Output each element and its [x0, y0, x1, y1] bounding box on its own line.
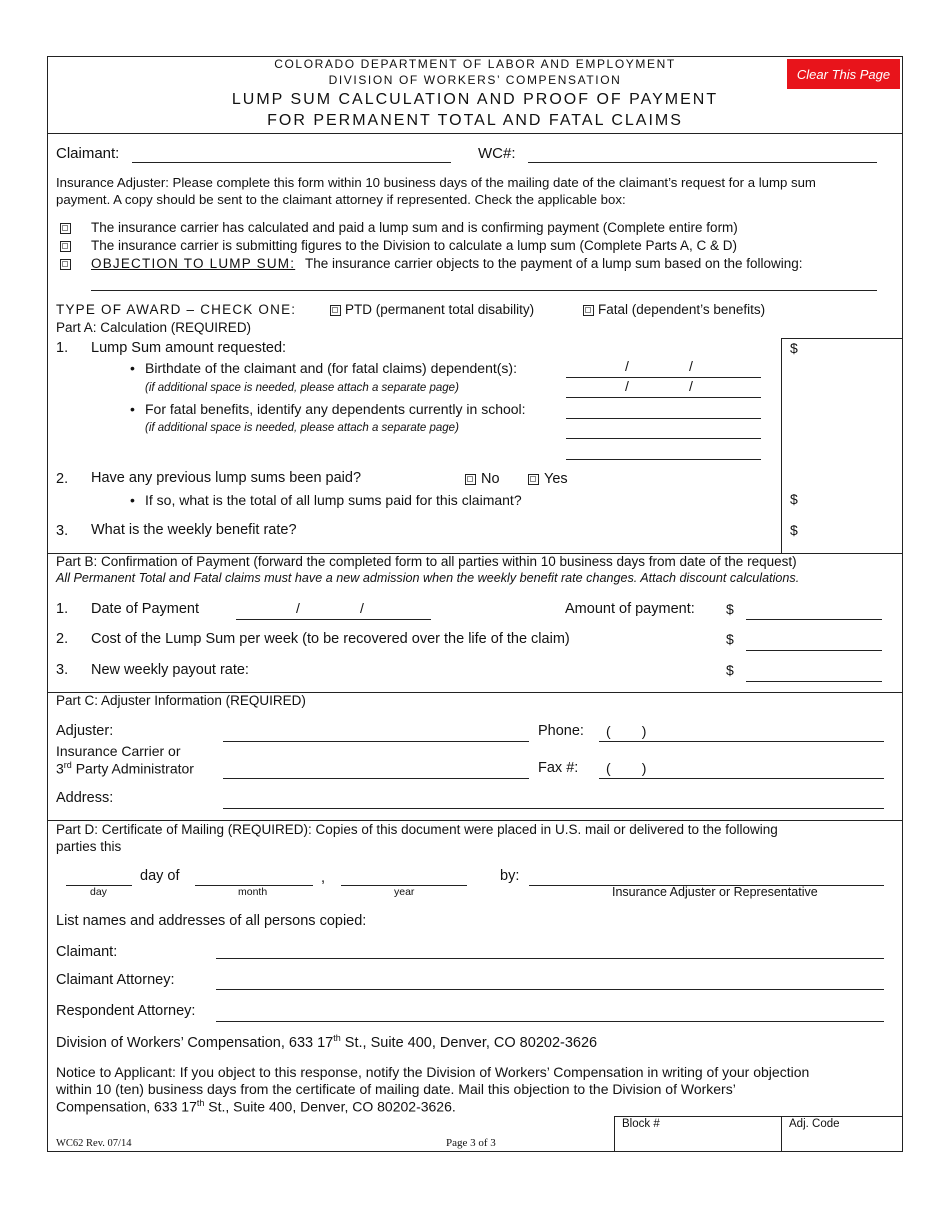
part-a-title: Part A: Calculation (REQUIRED) — [56, 320, 252, 335]
phone-area-code: ( ) — [606, 723, 647, 739]
respondent-attorney-field[interactable] — [216, 1021, 884, 1022]
dependents-note: (if additional space is needed, please attach a separate page) — [145, 422, 459, 434]
bullet-birthdate: • — [130, 360, 135, 376]
part-d-title-line2: parties this — [56, 839, 122, 854]
representative-caption: Insurance Adjuster or Representative — [612, 885, 818, 899]
cost-per-week-field[interactable] — [746, 650, 882, 651]
part-d-title-line1: Part D: Certificate of Mailing (REQUIRED): Copies of this document were placed in U.S. mail or delivered to the following — [56, 822, 778, 837]
phone-label: Phone: — [538, 723, 584, 739]
by-label: by: — [500, 868, 520, 884]
birthdate-note: (if additional space is needed, please attach a separate page) — [145, 382, 459, 394]
fatal-label: Fatal (dependent’s benefits) — [598, 302, 766, 317]
office-box-top — [614, 1116, 903, 1117]
dependents-label: For fatal benefits, identify any dependents currently in school: — [145, 401, 526, 417]
option1-label: The insurance carrier has calculated and paid a lump sum and is confirming payment (Complete entire form) — [91, 220, 738, 235]
amount-of-payment-field[interactable] — [746, 619, 882, 620]
bullet-dependents: • — [130, 401, 135, 417]
ptd-label: PTD (permanent total disability) — [345, 302, 535, 317]
award-type-label: TYPE OF AWARD – CHECK ONE: — [56, 302, 297, 317]
part-c-title: Part C: Adjuster Information (REQUIRED) — [56, 693, 306, 708]
copied-list-label: List names and addresses of all persons copied: — [56, 913, 367, 929]
fax-field[interactable] — [599, 778, 884, 779]
amount-of-payment-label: Amount of payment: — [565, 601, 695, 617]
new-weekly-rate-field[interactable] — [746, 681, 882, 682]
cost-per-week-dollar: $ — [726, 631, 734, 647]
cost-per-week-label: Cost of the Lump Sum per week (to be recovered over the life of the claim) — [91, 631, 570, 647]
part-b-item2-num: 2. — [56, 631, 69, 647]
adjuster-label: Adjuster: — [56, 723, 114, 739]
part-b-title: Part B: Confirmation of Payment (forward the completed form to all parties within 10 business days from date of the request) — [56, 554, 797, 569]
dependents-field-2[interactable] — [566, 438, 761, 439]
part-b-item3-num: 3. — [56, 662, 69, 678]
page-number: Page 3 of 3 — [446, 1137, 496, 1149]
notice-line2: within 10 (ten) business days from the certificate of mailing date. Mail this objection to the Division of Workers’ — [56, 1081, 736, 1097]
part-a-amount-box-top — [781, 338, 903, 339]
carrier-label-line1: Insurance Carrier or — [56, 743, 181, 759]
weekly-rate-dollar: $ — [790, 522, 798, 538]
previous-lump-no-label: No — [481, 471, 500, 487]
claimant-label: Claimant: — [56, 145, 120, 162]
date-of-payment-label: Date of Payment — [91, 601, 199, 617]
previous-total-dollar: $ — [790, 491, 798, 507]
date-of-payment-field[interactable] — [236, 619, 431, 620]
birthdate1-slash2: / — [689, 358, 693, 374]
form-id: WC62 Rev. 07/14 — [56, 1138, 132, 1149]
day-of-label: day of — [140, 868, 180, 884]
carrier-field[interactable] — [223, 778, 529, 779]
phone-field[interactable] — [599, 741, 884, 742]
part-a-item2-label: Have any previous lump sums been paid? — [91, 470, 362, 486]
previous-lump-yes-checkbox[interactable] — [528, 474, 539, 485]
part-a-amount-box-left — [781, 338, 782, 553]
option3-label: The insurance carrier objects to the payment of a lump sum based on the following: — [305, 256, 803, 271]
wc-number-field[interactable] — [528, 162, 877, 163]
division-name: DIVISION OF WORKERS’ COMPENSATION — [328, 73, 622, 87]
address-label: Address: — [56, 790, 114, 806]
address-field[interactable] — [223, 808, 884, 809]
instructions-line1: Insurance Adjuster: Please complete this form within 10 business days of the mailing date of the claimant’s request for a lump sum — [56, 175, 816, 190]
option3-title: OBJECTION TO LUMP SUM: — [91, 256, 296, 271]
birthdate-field-1[interactable] — [566, 377, 761, 378]
month-caption: month — [238, 886, 268, 898]
instructions-line2: payment. A copy should be sent to the claimant attorney if represented. Check the applicable box: — [56, 192, 626, 207]
day-caption: day — [90, 886, 107, 898]
option3-checkbox[interactable] — [60, 259, 71, 270]
part-a-item3-label: What is the weekly benefit rate? — [91, 522, 297, 538]
office-box-mid — [781, 1116, 782, 1152]
respondent-attorney-label: Respondent Attorney: — [56, 1003, 196, 1019]
copied-claimant-field[interactable] — [216, 958, 884, 959]
notice-line1: Notice to Applicant: If you object to this response, notify the Division of Workers’ Compensation in writing of your objection — [56, 1064, 810, 1080]
division-address: Division of Workers’ Compensation, 633 17th St., Suite 400, Denver, CO 80202-3626 — [56, 1033, 598, 1051]
option2-checkbox[interactable] — [60, 241, 71, 252]
date-comma: , — [321, 870, 326, 886]
bullet-previous-total: • — [130, 492, 135, 508]
birthdate1-slash1: / — [625, 358, 629, 374]
part-a-item1-num: 1. — [56, 340, 69, 356]
claimant-field[interactable] — [132, 162, 451, 163]
adjuster-field[interactable] — [223, 741, 529, 742]
block-number-label: Block # — [622, 1118, 660, 1130]
previous-lump-no-checkbox[interactable] — [465, 474, 476, 485]
previous-total-label: If so, what is the total of all lump sums paid for this claimant? — [145, 492, 522, 508]
carrier-label-line2: 3rd Party Administrator — [56, 760, 194, 777]
form-title-line1: LUMP SUM CALCULATION AND PROOF OF PAYMENT — [231, 91, 719, 108]
fax-label: Fax #: — [538, 760, 579, 776]
dependents-field-1[interactable] — [566, 418, 761, 419]
year-caption: year — [394, 886, 415, 898]
ptd-checkbox[interactable] — [330, 305, 341, 316]
new-weekly-rate-label: New weekly payout rate: — [91, 662, 249, 678]
part-b-item1-num: 1. — [56, 601, 69, 617]
claimant-attorney-field[interactable] — [216, 989, 884, 990]
form-title-line2: FOR PERMANENT TOTAL AND FATAL CLAIMS — [267, 112, 683, 129]
birthdate-field-2[interactable] — [566, 397, 761, 398]
payment-date-slash2: / — [360, 600, 364, 616]
clear-page-button[interactable]: Clear This Page — [787, 59, 900, 89]
fax-area-code: ( ) — [606, 760, 647, 776]
part-a-item2-num: 2. — [56, 471, 69, 487]
birthdate2-slash1: / — [625, 378, 629, 394]
payment-date-slash1: / — [296, 600, 300, 616]
amount-of-payment-dollar: $ — [726, 601, 734, 617]
new-weekly-rate-dollar: $ — [726, 662, 734, 678]
claimant-attorney-label: Claimant Attorney: — [56, 972, 175, 988]
part-b-note: All Permanent Total and Fatal claims must have a new admission when the weekly benefit rate changes. Attach discount calculations. — [56, 571, 800, 585]
option1-checkbox[interactable] — [60, 223, 71, 234]
option2-label: The insurance carrier is submitting figures to the Division to calculate a lump sum (Complete Parts A, C & D) — [91, 238, 738, 253]
dependents-field-3[interactable] — [566, 459, 761, 460]
dept-name: COLORADO DEPARTMENT OF LABOR AND EMPLOYMENT — [274, 57, 676, 71]
office-box-left — [614, 1116, 615, 1152]
part-a-item1-label: Lump Sum amount requested: — [91, 340, 287, 356]
objection-reason-field[interactable] — [91, 290, 877, 291]
header-divider — [47, 133, 903, 134]
birthdate-label: Birthdate of the claimant and (for fatal claims) dependent(s): — [145, 360, 517, 376]
copied-claimant-label: Claimant: — [56, 944, 118, 960]
adj-code-label: Adj. Code — [789, 1118, 840, 1130]
fatal-checkbox[interactable] — [583, 305, 594, 316]
notice-line3: Compensation, 633 17th St., Suite 400, Denver, CO 80202-3626. — [56, 1098, 456, 1115]
part-a-item3-num: 3. — [56, 523, 69, 539]
birthdate2-slash2: / — [689, 378, 693, 394]
previous-lump-yes-label: Yes — [544, 471, 568, 487]
part-d-divider — [47, 820, 903, 821]
wc-label: WC#: — [478, 145, 516, 162]
lump-sum-dollar: $ — [790, 340, 798, 356]
